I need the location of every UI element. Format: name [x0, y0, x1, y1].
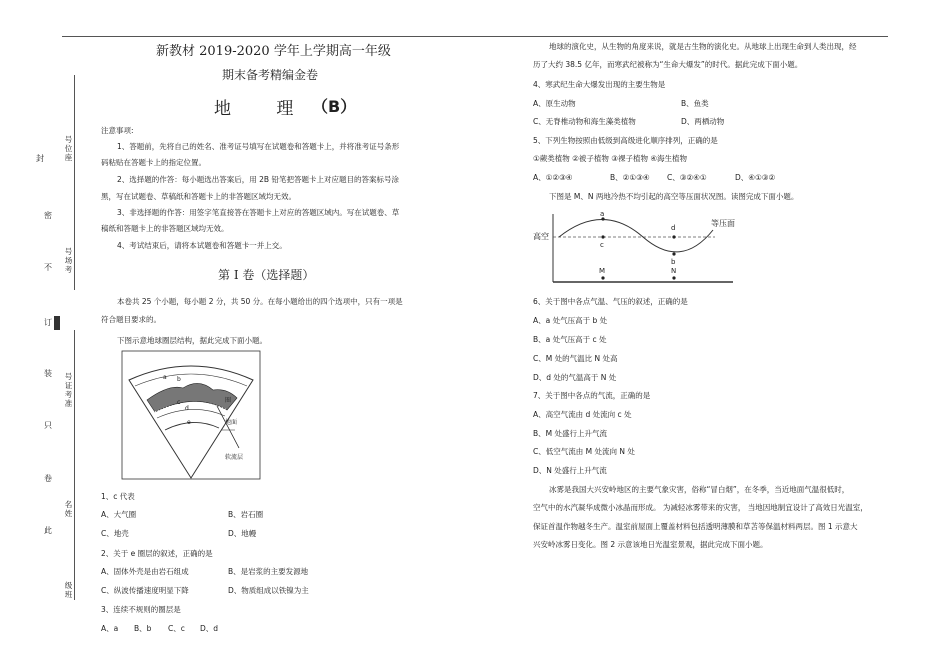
binding-char: 卷	[44, 474, 52, 483]
option: D、d 处的气温高于 N 处	[533, 373, 617, 382]
option: D、N 处盛行上升气流	[533, 466, 607, 475]
point-label: N	[671, 267, 677, 275]
option: A、固体外壳是由岩石组成	[101, 567, 189, 576]
passage-text: 兴安岭冰雾日变化。图 2 示意该地日光温室景观，据此完成下面小题。	[533, 540, 768, 549]
question-stem: 5、下列生物按照由低级到高级进化顺序排列，正确的是	[533, 136, 718, 145]
field-ticket: 号证考准	[64, 372, 73, 408]
question-stem: 7、关于图中各点的气流，正确的是	[533, 391, 651, 400]
option: C、无脊椎动物和海生藻类植物	[533, 117, 636, 126]
point-label: b	[671, 258, 676, 266]
binding-char: 密	[44, 211, 52, 220]
field-exam-room: 号场考	[64, 247, 73, 274]
question-stem: 1、c 代表	[101, 492, 135, 501]
high-altitude-label: 高空	[533, 232, 549, 241]
option: A、①②③④	[533, 173, 573, 182]
option: B、M 处盛行上升气流	[533, 429, 607, 438]
layer-label: c	[177, 399, 181, 406]
option: B、②①③④	[610, 173, 650, 182]
notice-title: 注意事项:	[101, 126, 134, 135]
exam-title: 新教材 2019-2020 学年上学期高一年级	[156, 44, 391, 59]
notice-line: 2、选择题的作答：每小题选出答案后，用 2B 铅笔把答题卡上对应题目的答案标号涂	[117, 175, 399, 184]
option: A、a 处气压高于 b 处	[533, 316, 608, 325]
option: A、高空气流由 d 处流向 c 处	[533, 410, 632, 419]
option: C、M 处的气温比 N 处高	[533, 354, 618, 363]
passage-text: 历了大约 38.5 亿年，而寒武纪被称为“生命大爆发”的时代。据此完成下面小题。	[533, 60, 803, 69]
option: A、a	[101, 624, 119, 633]
passage-text: 地球的演化史，从生物的角度来说，就是古生物的演化史。从地球上出现生命到人类出现，经	[549, 42, 857, 51]
point-label: c	[600, 241, 604, 249]
option: B、是岩浆的主要发源地	[228, 567, 309, 576]
notice-line: 稿纸和答题卡上的非答题区域均无效。	[101, 224, 229, 233]
binding-char: 封	[36, 154, 44, 163]
option: A、原生动物	[533, 99, 576, 108]
binding-char: 不	[44, 263, 52, 272]
binding-char: 只	[44, 421, 52, 430]
notice-line: 黑，写在试题卷、草稿纸和答题卡上的非答题区域均无效。	[101, 192, 296, 201]
binding-mark	[54, 316, 60, 330]
option: C、c	[168, 624, 185, 633]
option: C、纵波传播速度明显下降	[101, 586, 189, 595]
earth-layers-figure	[121, 350, 261, 480]
notice-line: 码粘贴在答题卡上的指定位置。	[101, 158, 206, 167]
layer-label: a	[163, 374, 167, 381]
figure-lead: 下图是 M、N 两地冷热不均引起的高空等压面状况图。读图完成下面小题。	[549, 192, 799, 201]
option: A、大气圈	[101, 510, 137, 519]
question-items: ①蕨类植物 ②被子植物 ③裸子植物 ④海生植物	[533, 154, 688, 163]
point-label: d	[671, 224, 676, 232]
option: C、③②④①	[667, 173, 707, 182]
field-name: 名姓	[64, 500, 73, 518]
layer-label: b	[177, 376, 181, 383]
option: D、d	[200, 624, 219, 633]
binding-line-upper	[74, 75, 75, 290]
option: D、物质组成以铁镍为主	[228, 586, 309, 595]
point-label: a	[600, 210, 605, 218]
layer-label: 地面	[225, 419, 238, 426]
figure-lead: 下图示意地球圈层结构，据此完成下面小题。	[117, 336, 267, 345]
option: D、两栖动物	[681, 117, 725, 126]
passage-text: 保证首温作物越冬生产。温室前屋面上覆盖材料包括透明薄膜和草苫等保温材料两层。图 1 示意大	[533, 522, 858, 531]
section-intro: 符合题目要求的。	[101, 315, 161, 324]
passage-text: 空气中的水汽凝华成微小冰晶而形成。 为减轻冰雾带来的灾害， 当地因地制宜设计了高效日光温室，	[533, 503, 868, 512]
option: B、鱼类	[681, 99, 709, 108]
version-label: （B）	[312, 97, 357, 116]
isobar-label: 等压面	[711, 219, 735, 228]
option: B、岩石圈	[228, 510, 264, 519]
option: B、b	[134, 624, 152, 633]
layer-label: e	[187, 419, 191, 426]
point-label: M	[599, 267, 606, 275]
option: B、a 处气压高于 c 处	[533, 335, 607, 344]
field-class: 级班	[64, 581, 73, 599]
top-rule	[62, 36, 888, 37]
layer-label: 圈	[225, 397, 232, 404]
binding-char: 此	[44, 526, 52, 535]
option: C、地壳	[101, 529, 129, 538]
option: C、低空气流由 M 处流向 N 处	[533, 447, 635, 456]
notice-line: 4、考试结束后，请将本试题卷和答题卡一并上交。	[117, 241, 287, 250]
option: D、地幔	[228, 529, 257, 538]
section-intro: 本卷共 25 个小题，每小题 2 分，共 50 分。在每小题给出的四个选项中，只有一项是	[117, 297, 403, 306]
field-seat: 号位座	[64, 135, 73, 162]
layer-label: 软流层	[225, 454, 244, 461]
binding-char: 订	[44, 318, 52, 327]
option: D、④①③②	[735, 173, 776, 182]
notice-line: 1、答题前，先将自己的姓名、准考证号填写在试题卷和答题卡上，并将准考证号条形	[117, 142, 400, 151]
binding-line-lower	[74, 330, 75, 600]
isobaric-figure	[533, 206, 753, 286]
binding-char: 装	[44, 369, 52, 378]
question-stem: 6、关于图中各点气温、气压的叙述，正确的是	[533, 297, 688, 306]
question-stem: 4、寒武纪生命大爆发出现的主要生物是	[533, 80, 666, 89]
notice-line: 3、非选择题的作答：用签字笔直接答在答题卡上对应的答题区域内。写在试题卷、草	[117, 208, 400, 217]
section-title: 第 I 卷（选择题）	[218, 268, 315, 282]
exam-subtitle: 期末备考精编金卷	[222, 68, 319, 82]
question-stem: 2、关于 e 圈层的叙述，正确的是	[101, 549, 213, 558]
question-stem: 3、连续不规则的圈层是	[101, 605, 181, 614]
subject-title: 地 理	[214, 99, 314, 119]
passage-text: 冰雾是我国大兴安岭地区的主要气象灾害，俗称“冒白烟”，在冬季，当近地面气温很低时，	[549, 485, 850, 494]
layer-label: d	[185, 405, 189, 412]
